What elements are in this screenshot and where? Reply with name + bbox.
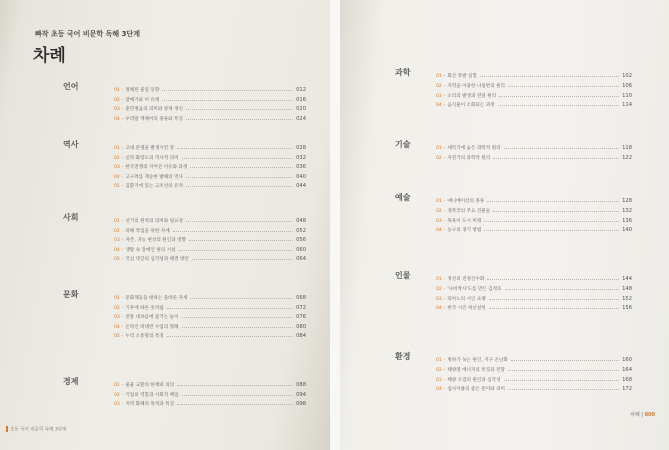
entry-title: 정선의 진경산수화 <box>447 277 485 282</box>
entry-page: 044 <box>296 183 306 189</box>
toc-entry <box>114 253 306 262</box>
entry-sep: · <box>443 83 446 89</box>
entry-page: 076 <box>296 314 306 320</box>
toc-entry <box>114 330 306 339</box>
entry-page: 144 <box>622 276 632 282</box>
entry-title: 지역 화폐의 목적과 특징 <box>125 402 175 407</box>
entry-number: 02 <box>114 392 120 398</box>
entry-page: 068 <box>296 295 306 301</box>
leader-dots <box>504 380 620 381</box>
entry-number: 01 <box>436 358 442 363</box>
entry-number: 03 <box>436 377 442 383</box>
entry-number: 02 <box>436 286 442 292</box>
entry-page: 028 <box>296 145 306 151</box>
toc-entry <box>436 383 632 392</box>
entry-sep: · <box>121 392 124 398</box>
entry-page: 098 <box>296 401 306 407</box>
entry-title: 신라 화랑도의 역사적 의미 <box>125 155 179 161</box>
entry-page: 168 <box>622 376 632 383</box>
entry-sep: · <box>121 146 124 151</box>
entry-number: 01 <box>436 199 442 204</box>
entry-sep: · <box>121 116 124 122</box>
leader-dots <box>190 167 293 168</box>
entry-title: 세탁기에 숨은 과학적 원리 <box>447 146 501 151</box>
entry-number: 02 <box>114 155 120 161</box>
right-footer-label: 차례 <box>630 412 640 418</box>
entry-page: 020 <box>296 106 306 112</box>
entry-sep: · <box>121 324 124 330</box>
entry-page: 032 <box>296 154 306 161</box>
entry-page: 156 <box>622 305 632 312</box>
entry-number: 02 <box>114 97 120 103</box>
entry-number: 05 <box>114 184 120 189</box>
footer-accent <box>6 426 8 432</box>
toc-entry <box>114 94 306 103</box>
toc-entry <box>436 302 632 311</box>
entry-title: 음식물이 소화되는 과정 <box>447 103 495 109</box>
entry-title: 고대 문명을 발생시킨 강 <box>125 146 175 151</box>
leader-dots <box>179 250 294 251</box>
entry-title: 한국전쟁의 지어진 이유와 과정 <box>125 165 188 170</box>
entry-title: 고구려를 계승한 발해의 역사 <box>125 174 183 180</box>
entry-title: 생활 속 장애인 편의 시설 <box>125 247 176 253</box>
leader-dots <box>182 158 294 159</box>
toc-entry <box>436 273 632 282</box>
toc-entry <box>436 354 632 363</box>
entry-number: 02 <box>114 228 120 234</box>
leader-dots <box>498 105 619 106</box>
entry-number: 02 <box>114 305 120 311</box>
section-title: 환경 <box>395 352 411 361</box>
entry-sep: · <box>121 228 124 234</box>
entry-page: 036 <box>296 164 306 170</box>
entry-page: 052 <box>296 227 306 234</box>
entry-title: '나비박사'도를 만든 김정호 <box>447 286 502 292</box>
leader-dots <box>511 360 619 361</box>
entry-sep: · <box>121 334 124 339</box>
leader-dots <box>186 177 293 178</box>
entry-page: 056 <box>296 237 306 243</box>
entry-sep: · <box>443 367 446 373</box>
entry-page: 172 <box>622 386 632 393</box>
entry-title: 목욕이 도시 미래 <box>447 218 482 224</box>
entry-sep: · <box>121 155 124 161</box>
page-gap <box>330 0 340 450</box>
entry-page: 084 <box>296 333 306 339</box>
entry-page: 024 <box>296 115 306 122</box>
toc-entry <box>114 302 306 311</box>
leader-dots <box>493 211 619 212</box>
entry-sep: · <box>121 257 124 262</box>
leader-dots <box>504 148 620 149</box>
toc-entry <box>114 113 306 122</box>
entry-page: 064 <box>296 256 306 262</box>
leader-dots <box>487 201 619 202</box>
entry-title: 우리말 액체어의 종류와 특징 <box>125 116 183 122</box>
leader-dots <box>162 100 293 101</box>
leader-dots <box>177 404 293 405</box>
toc-entry <box>436 195 632 204</box>
leader-dots <box>167 336 293 337</box>
entry-sep: · <box>443 296 446 302</box>
leader-dots <box>182 327 294 328</box>
entry-title: 해양 오염의 원인과 심각성 <box>447 377 501 383</box>
leader-dots <box>182 395 294 396</box>
entry-page: 088 <box>296 382 306 388</box>
leader-dots <box>508 389 619 390</box>
entry-sep: · <box>121 219 124 224</box>
leader-dots <box>173 231 293 232</box>
entry-number: 04 <box>436 228 442 234</box>
leader-dots <box>162 90 293 91</box>
entry-sep: · <box>121 383 124 388</box>
toc-entry <box>436 152 632 161</box>
toc-entry <box>114 398 306 407</box>
entry-number: 01 <box>114 146 120 151</box>
left-page <box>0 0 330 450</box>
leader-dots <box>186 186 293 187</box>
section-title: 사회 <box>63 213 79 222</box>
entry-title: 피아노의 시인 쇼팽 <box>447 296 486 302</box>
leader-dots <box>484 221 619 222</box>
entry-sep: · <box>121 247 124 253</box>
entry-title: 소리의 발생과 전달 원리 <box>447 93 497 99</box>
toc-entry <box>114 225 306 234</box>
entry-title: 빙하가 녹는 원인, 지구 온난화 <box>447 358 508 363</box>
toc-entry <box>436 142 632 151</box>
entry-page: 072 <box>296 304 306 311</box>
entry-number: 05 <box>114 257 120 262</box>
entry-number: 01 <box>114 383 120 388</box>
entry-sep: · <box>443 306 446 312</box>
leader-dots <box>177 385 293 386</box>
toc-entry <box>114 379 306 388</box>
entry-number: 03 <box>436 218 442 224</box>
series-title: 빠작 초등 국어 비문학 독해 3단계 <box>35 30 140 38</box>
entry-sep: · <box>443 377 446 383</box>
entry-page: 160 <box>622 357 632 363</box>
right-page <box>340 0 669 450</box>
leader-dots <box>192 259 293 260</box>
leader-dots <box>186 221 293 222</box>
entry-number: 03 <box>114 165 120 170</box>
entry-sep: · <box>121 296 124 301</box>
section-title: 인물 <box>395 271 411 280</box>
leader-dots <box>182 317 294 318</box>
leader-dots <box>167 308 293 309</box>
leader-dots <box>489 299 619 300</box>
entry-sep: · <box>443 228 446 234</box>
entry-number: 03 <box>114 315 120 320</box>
entry-title: 업사이클의 좋은 문이와 의미 <box>447 387 505 393</box>
entry-page: 128 <box>622 198 632 204</box>
entry-page: 152 <box>622 295 632 302</box>
toc-entry <box>436 70 632 79</box>
right-footer: 차례 | 009 <box>630 412 655 418</box>
entry-title: 온라인 비대면 수업의 형태 <box>125 324 179 330</box>
entry-number: 01 <box>436 277 442 282</box>
leader-dots <box>508 370 619 371</box>
toc-entry <box>114 152 306 161</box>
entry-sep: · <box>121 165 124 170</box>
entry-sep: · <box>121 315 124 320</box>
section-title: 역사 <box>63 140 79 149</box>
entry-sep: · <box>443 277 446 282</box>
entry-number: 02 <box>436 83 442 89</box>
entry-number: 02 <box>436 208 442 214</box>
entry-title: 기후에 따른 옷차림 <box>125 305 164 311</box>
toc-entry <box>436 293 632 302</box>
entry-title: 훈민정음의 의미와 창제 정신 <box>125 107 183 112</box>
leader-dots <box>499 96 619 97</box>
entry-sep: · <box>121 88 124 93</box>
leader-dots <box>489 308 619 309</box>
entry-title: 갈매기와 이 유래 <box>125 97 160 103</box>
entry-sep: · <box>121 305 124 311</box>
toc-entry <box>114 311 306 320</box>
toc-entry <box>436 224 632 233</box>
toc-entry <box>114 180 306 189</box>
entry-sep: · <box>121 238 124 243</box>
leader-dots <box>505 289 620 290</box>
entry-title: 피해 작업을 위한 자세 <box>125 228 170 234</box>
entry-sep: · <box>121 107 124 112</box>
entry-number: 04 <box>114 247 120 253</box>
entry-number: 02 <box>436 367 442 373</box>
entry-page: 048 <box>296 218 306 224</box>
leader-dots <box>189 240 293 241</box>
entry-number: 04 <box>436 103 442 109</box>
entry-number: 03 <box>114 238 120 243</box>
entry-page: 094 <box>296 391 306 398</box>
entry-title: 누리 소통망의 특징 <box>125 334 164 339</box>
entry-page: 136 <box>622 217 632 224</box>
entry-title: 한국 시인 허난설헌 <box>447 306 486 312</box>
entry-page: 102 <box>622 73 632 79</box>
entry-number: 03 <box>436 296 442 302</box>
toc-entry <box>114 171 306 180</box>
toc-entry <box>436 364 632 373</box>
section-title: 예술 <box>395 193 411 202</box>
entry-title: 김환기에 있는 고조선의 유적 <box>125 184 183 189</box>
toc-entry <box>114 234 306 243</box>
entry-number: 01 <box>114 88 120 93</box>
entry-number: 03 <box>436 93 442 99</box>
left-footer <box>6 426 66 433</box>
entry-number: 04 <box>114 174 120 180</box>
entry-sep: · <box>443 208 446 214</box>
entry-page: 148 <box>622 285 632 292</box>
entry-number: 01 <box>114 296 120 301</box>
entry-title: 농구의 경기 방법 <box>447 228 482 234</box>
entry-title: 애니메이션의 종류 <box>447 199 485 204</box>
entry-sep: · <box>121 184 124 189</box>
section-title: 경제 <box>63 377 79 386</box>
leader-dots <box>487 279 619 280</box>
leader-dots <box>493 158 619 159</box>
entry-number: 04 <box>436 387 442 393</box>
entry-title: 경복궁의 주요 건물들 <box>447 208 491 214</box>
leader-dots <box>508 86 619 87</box>
toc-entry <box>436 80 632 89</box>
toc-entry <box>114 142 306 151</box>
entry-number: 04 <box>436 306 442 312</box>
entry-title: 선거의 원칙의 의미와 필요성 <box>125 219 183 224</box>
section-title: 언어 <box>63 82 79 91</box>
entry-sep: · <box>443 286 446 292</box>
toc-entry <box>114 161 306 170</box>
right-footer-page: 009 <box>644 412 655 418</box>
toc-entry <box>436 215 632 224</box>
entry-title: 물물 교환의 한계와 의의 <box>125 383 175 388</box>
leader-dots <box>186 119 293 120</box>
entry-sep: · <box>443 218 446 224</box>
entry-title: 정체된 물질 동향 <box>125 88 160 93</box>
entry-page: 114 <box>622 102 632 109</box>
leader-dots <box>190 298 293 299</box>
entry-sep: · <box>443 93 446 99</box>
page-title: 차례 <box>33 46 66 66</box>
entry-page: 140 <box>622 227 632 234</box>
entry-number: 03 <box>114 107 120 112</box>
entry-number: 01 <box>114 219 120 224</box>
entry-sep: · <box>443 155 446 161</box>
toc-entry <box>436 205 632 214</box>
entry-number: 05 <box>114 334 120 339</box>
entry-title: 기업의 역할과 사회적 책임 <box>125 392 179 398</box>
entry-page: 040 <box>296 173 306 180</box>
entry-sep: · <box>121 402 124 407</box>
entry-number: 01 <box>436 146 442 151</box>
entry-title: 태양열 에너지의 특징과 전망 <box>447 367 505 373</box>
toc-entry <box>114 321 306 330</box>
entry-page: 106 <box>622 82 632 89</box>
entry-title: 자전거의 과학적 원리 <box>447 155 491 161</box>
toc-entry <box>436 283 632 292</box>
entry-number: 02 <box>436 155 442 161</box>
toc-entry <box>114 84 306 93</box>
entry-page: 132 <box>622 207 632 214</box>
toc-entry <box>114 215 306 224</box>
entry-sep: · <box>443 358 446 363</box>
entry-page: 016 <box>296 96 306 103</box>
toc-entry <box>114 103 306 112</box>
entry-number: 04 <box>114 116 120 122</box>
section-title: 문화 <box>63 290 79 299</box>
entry-page: 122 <box>622 154 632 161</box>
toc-entry <box>114 389 306 398</box>
section-title: 기술 <box>395 140 411 149</box>
leader-dots <box>186 109 293 110</box>
toc-entry <box>436 374 632 383</box>
leader-dots <box>177 148 293 149</box>
entry-sep: · <box>121 97 124 103</box>
entry-sep: · <box>443 146 446 151</box>
toc-entry <box>436 90 632 99</box>
entry-title: 전통 대보름에 즐기는 놀이 <box>125 315 179 320</box>
entry-page: 080 <box>296 323 306 330</box>
entry-number: 04 <box>114 324 120 330</box>
entry-title: 자존, 귀농 현상의 원인과 영향 <box>125 238 186 243</box>
entry-sep: · <box>443 103 446 109</box>
left-footer-text: 초등 국어 비문학 독해 3단계 <box>10 427 67 433</box>
entry-page: 118 <box>622 145 632 151</box>
entry-page: 164 <box>622 366 632 373</box>
entry-number: 03 <box>114 402 120 407</box>
leader-dots <box>480 76 619 77</box>
entry-page: 110 <box>622 92 632 99</box>
entry-page: 060 <box>296 246 306 253</box>
entry-title: 문화재들을 대하는 올바른 자세 <box>125 296 188 301</box>
leader-dots <box>484 230 619 231</box>
entry-title: 국심 댓글의 심각성과 해결 방안 <box>125 257 189 262</box>
entry-number: 01 <box>436 74 442 79</box>
entry-sep: · <box>121 174 124 180</box>
entry-title: 화산 폭발 실험 <box>447 74 477 79</box>
toc-entry <box>436 99 632 108</box>
entry-page: 012 <box>296 87 306 93</box>
entry-title: 지역을 이용한 나침반의 원리 <box>447 83 505 89</box>
toc-entry <box>114 292 306 301</box>
entry-sep: · <box>443 74 446 79</box>
toc-entry <box>114 244 306 253</box>
section-title: 과학 <box>395 68 411 77</box>
entry-sep: · <box>443 199 446 204</box>
entry-sep: · <box>443 387 446 393</box>
